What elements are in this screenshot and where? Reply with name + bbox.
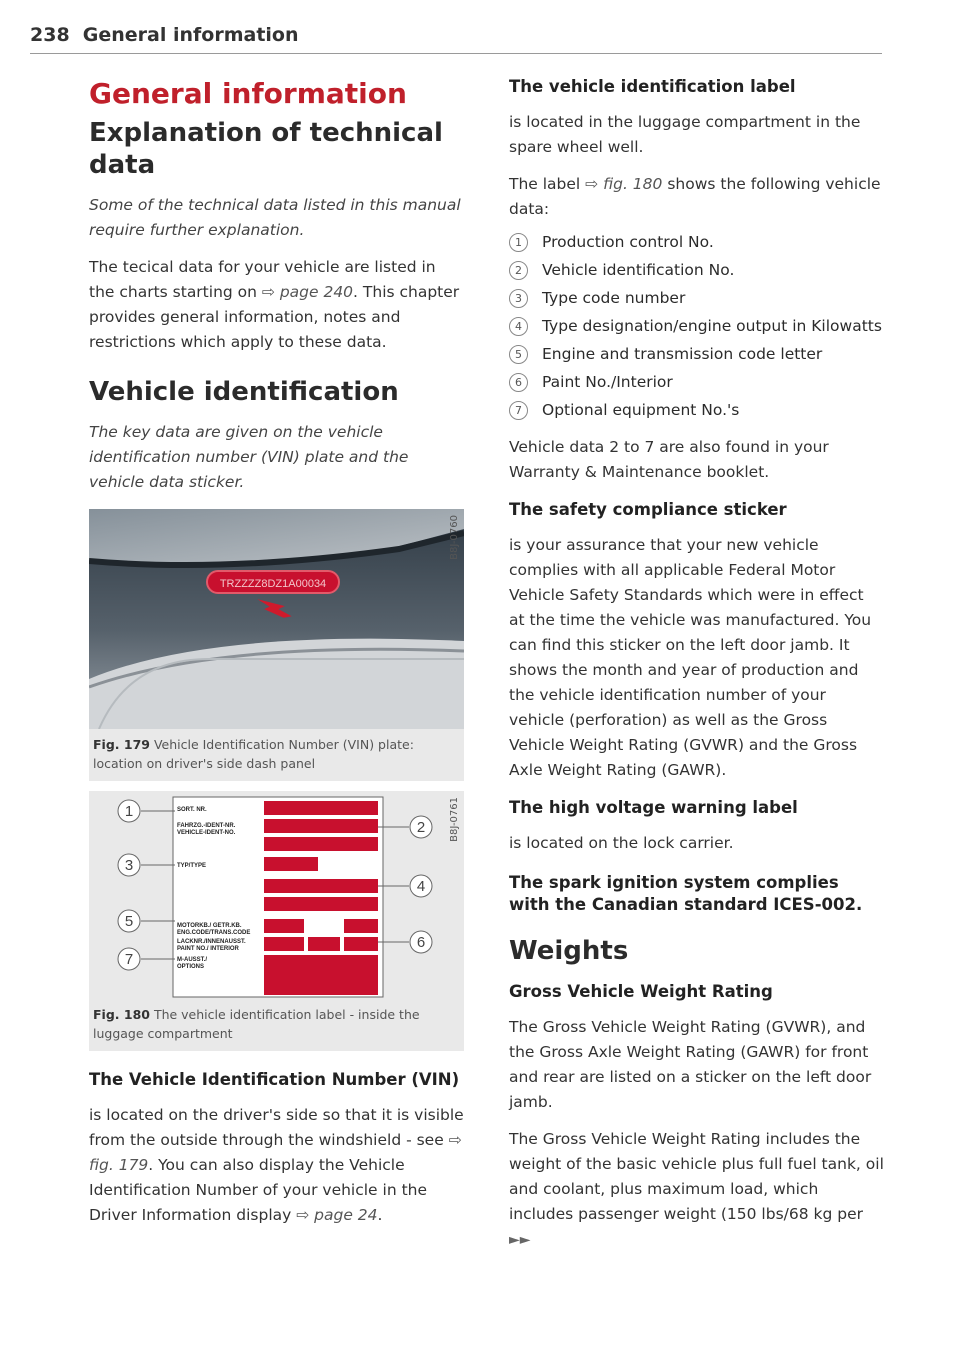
callout-1: 1 xyxy=(124,802,134,820)
page-number: 238 xyxy=(30,24,70,46)
paragraph-gvwr: The Gross Vehicle Weight Rating (GVWR), and the Gross Axle Weight Rating (GAWR) for front and rear are listed on a sticker on the left door jamb. xyxy=(509,1018,872,1112)
subheading-spark-ignition: The spark ignition system complies with the Canadian standard ICES-002. xyxy=(509,873,863,914)
paragraph-high-voltage: is located on the lock carrier. xyxy=(509,834,734,852)
section-title-weights: Weights xyxy=(509,936,629,966)
list-item: 4 Type designation/engine output in Kilowatts xyxy=(509,314,884,339)
list-item: 2 Vehicle identification No. xyxy=(509,258,884,283)
header-title: General information xyxy=(82,24,299,46)
label-vehicle-ident: VEHICLE-IDENT-NO. xyxy=(177,829,236,836)
list-item: 6 Paint No./Interior xyxy=(509,370,884,395)
subheading-gvwr: Gross Vehicle Weight Rating xyxy=(509,982,773,1002)
label-typ: TYP/TYPE xyxy=(177,862,207,869)
callout-3: 3 xyxy=(124,856,134,874)
left-column xyxy=(89,70,464,1228)
figure-180 xyxy=(89,791,464,1051)
figure-link[interactable]: ⇨ fig. 179 xyxy=(89,1130,462,1174)
vehicle-label-svg xyxy=(89,791,464,999)
figure-caption: Fig. 179 Vehicle Identification Number (VIN) plate: location on driver's side dash panel xyxy=(93,736,414,771)
list-item: 1 Production control No. xyxy=(509,230,884,255)
label-lack: LACKNR./INNENAUSST. xyxy=(177,938,246,945)
figure-179 xyxy=(89,509,464,781)
figure-link[interactable]: ⇨ fig. 180 xyxy=(585,175,663,193)
list-item: 7 Optional equipment No.'s xyxy=(509,398,884,423)
label-eng-code: ENG.CODE/TRANS.CODE xyxy=(177,929,251,936)
list-item: 5 Engine and transmission code letter xyxy=(509,342,884,367)
vin-plate-illustration xyxy=(89,509,464,729)
paragraph-warranty: Vehicle data 2 to 7 are also found in your Warranty & Maintenance booklet. xyxy=(509,438,829,481)
callout-7: 7 xyxy=(124,950,134,968)
callout-5: 5 xyxy=(124,912,134,930)
page-link[interactable]: ⇨ page 240 xyxy=(261,282,354,301)
figure-code: B8J-0760 xyxy=(449,514,460,560)
paragraph-label-location: is located in the luggage compartment in the spare wheel well. xyxy=(509,113,861,156)
vin-plate-svg xyxy=(89,509,464,729)
label-fahrzg: FAHRZG.-IDENT-NR. xyxy=(177,822,236,829)
subheading-vin: The Vehicle Identification Number (VIN) xyxy=(89,1069,460,1089)
label-motor: MOTORKB./ GETR.KB. xyxy=(177,922,242,929)
label-sort: SORT. NR. xyxy=(177,806,207,813)
vehicle-label-illustration xyxy=(89,791,464,999)
list-item: 3 Type code number xyxy=(509,286,884,311)
page-link[interactable]: ⇨ page 24 xyxy=(296,1205,378,1224)
label-data-list xyxy=(509,230,884,423)
callout-6: 6 xyxy=(416,933,426,951)
section-title-explanation: Explanation of technical data xyxy=(89,118,443,180)
label-maus: M-AUSST./ xyxy=(177,956,207,963)
label-options: OPTIONS xyxy=(177,963,205,970)
page-header xyxy=(30,24,882,54)
subheading-safety: The safety compliance sticker xyxy=(509,500,787,519)
section-intro-vehicle-id: The key data are given on the vehicle identification number (VIN) plate and the vehicle data sticker. xyxy=(89,422,409,491)
paragraph-label-data: The label ⇨ fig. 180 shows the following vehicle data: xyxy=(509,175,881,218)
label-paint: PAINT NO./ INTERIOR xyxy=(177,945,239,952)
paragraph-gvwr-detail: The Gross Vehicle Weight Rating includes the weight of the basic vehicle plus full fuel tank, oil and coolant, plus maximum load, which includes passenger weight (150 lbs/68 kg per ►► xyxy=(509,1130,884,1249)
callout-4: 4 xyxy=(416,877,426,895)
subheading-label: The vehicle identification label xyxy=(509,77,796,96)
paragraph-safety: is your assurance that your new vehicle complies with all applicable Federal Motor Vehicle Safety Standards which were in effect at the time the vehicle was manufactured. You can find this sticker on the left door jamb. It shows the month and year of production and the vehicle identification number of your vehicle (perforation) as well as the Gross Vehicle Weight Rating (GVWR) and the Gross Axle Weight Rating (GAWR). xyxy=(509,536,872,779)
callout-2: 2 xyxy=(416,818,426,836)
figure-caption: Fig. 180 The vehicle identification label - inside the luggage compartment xyxy=(93,1006,420,1041)
paragraph-technical-data: The tecical data for your vehicle are listed in the charts starting on ⇨ page 240. This chapter provides general information, notes and restrictions which apply to these data. xyxy=(89,257,460,351)
paragraph-vin: is located on the driver's side so that it is visible from the outside through the windshield - see ⇨ fig. 179. You can also display the Vehicle Identification Number of your vehicle in the Driver Information display ⇨ page 24. xyxy=(89,1105,464,1224)
continue-arrow-icon: ►► xyxy=(509,1232,531,1249)
right-column xyxy=(509,76,884,1253)
subheading-high-voltage: The high voltage warning label xyxy=(509,798,798,817)
chapter-title: General information xyxy=(89,77,407,110)
figure-code: B8J-0761 xyxy=(449,796,460,842)
section-intro-explanation: Some of the technical data listed in this manual require further explanation. xyxy=(89,195,461,239)
section-title-vehicle-id: Vehicle identification xyxy=(89,376,399,407)
vin-plate-text: TRZZZZ8DZ1A00034 xyxy=(219,577,327,590)
